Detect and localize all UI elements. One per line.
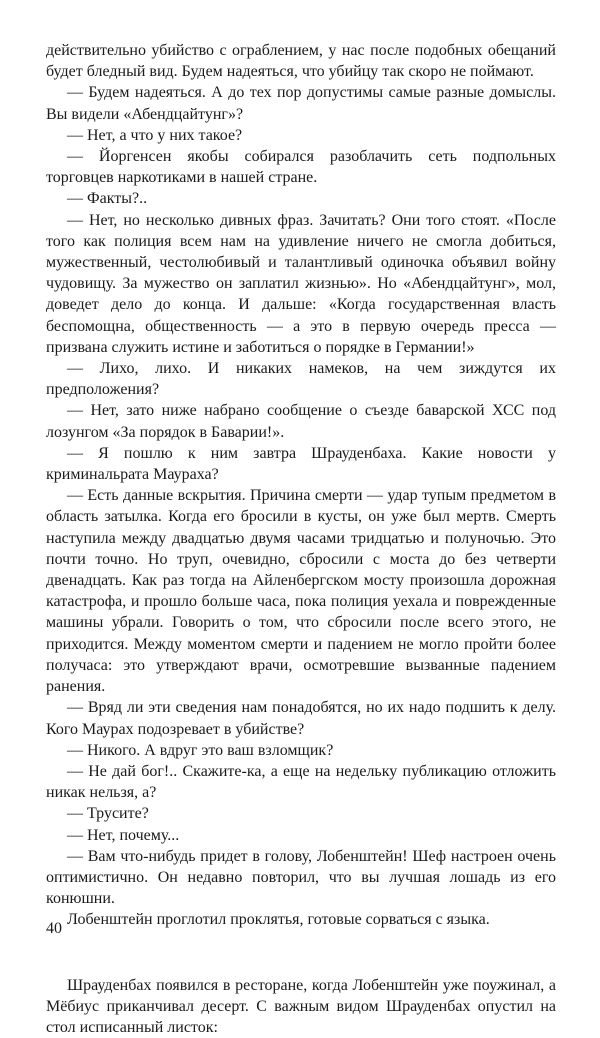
dialogue-line: — Вряд ли эти сведения нам понадобятся, но их надо подшить к делу. Кого Маурах подозревает в убийстве? <box>46 699 556 738</box>
dialogue-line: — Нет, почему... <box>67 826 180 844</box>
dialogue-line: — Йоргенсен якобы собирался разоблачить сеть подпольных торговцев наркотиками в нашей стране. <box>46 148 556 187</box>
paragraph: действительно убийство с ограблением, у нас после подобных обещаний будет бледный вид. Будем надеяться, что убийцу так скоро не поймают. <box>46 42 556 81</box>
dialogue-line: — Не дай бог!.. Скажите-ка, а еще на недельку публикацию отложить никак нельзя, а? <box>46 762 556 802</box>
dialogue-line: — Есть данные вскрытия. Причина смерти — удар тупым предметом в область затылка. Когда его бросили в кусты, он уже был мертв. Смерть наступила между двадцатью двумя часами тридцатью и полуночью. Это почти точно. Но труп, очевидно, сбросили с моста до без четверти двенадцать. Как раз тогда на Айленбергском мосту произошла дорожная катастрофа, и прошло больше часа, пока полиция уехала и поврежденные машины убрали. Говорить о том, что сбросили после всего этого, не приходится. Между моментом смерти и падением не могло пройти более получаса: это утверждают врачи, осмотревшие вызванные падением ранения. <box>46 487 556 696</box>
section-break <box>46 931 556 975</box>
dialogue-line: — Трусите? <box>67 805 149 823</box>
dialogue-line: — Будем надеяться. А до тех пор допустимы самые разные домыслы. Вы видели «Абендцайтунг»? <box>46 84 556 123</box>
dialogue-line: — Нет, но несколько дивных фраз. Зачитать? Они того стоят. «После того как полиция всем нам на удивление ничего не смогла добиться, мужественный, честолюбивый и талантливый одиночка объявил войну чудовищу. За мужество он заплатил жизнью». Но «Абендцайтунг», мол, доведет дело до конца. И дальше: «Когда государственная власть беспомощна, общественность — а это в первую очередь пресса — призвана служить истине и заботиться о порядке в Германии!» <box>46 211 556 356</box>
dialogue-line: — Нет, а что у них такое? <box>67 126 243 144</box>
dialogue-line: — Факты?.. <box>67 190 148 208</box>
book-page <box>46 40 556 1038</box>
dialogue-line: — Лихо, лихо. И никаких намеков, на чем зиждутся их предположения? <box>46 360 556 399</box>
paragraph: Лобенштейн проглотил проклятья, готовые сорваться с языка. <box>67 911 490 929</box>
dialogue-line: — Никого. А вдруг это ваш взломщик? <box>67 741 334 759</box>
dialogue-line: — Нет, зато ниже набрано сообщение о съезде баварской ХСС под лозунгом «За порядок в Баварии!». <box>46 402 556 441</box>
page-number: 40 <box>46 920 62 937</box>
dialogue-line: — Вам что-нибудь придет в голову, Лобенштейн! Шеф настроен очень оптимистично. Он недавно повторил, что вы лучшая лошадь из его конюшни. <box>46 847 556 908</box>
dialogue-line: — Я пошлю к ним завтра Шрауденбаха. Какие новости у криминальрата Маураха? <box>46 444 556 484</box>
paragraph: Шрауденбах появился в ресторане, когда Лобенштейн уже поужинал, а Мёбиус приканчивал десерт. С важным видом Шрауденбах опустил на стол исписанный листок: <box>46 976 556 1036</box>
